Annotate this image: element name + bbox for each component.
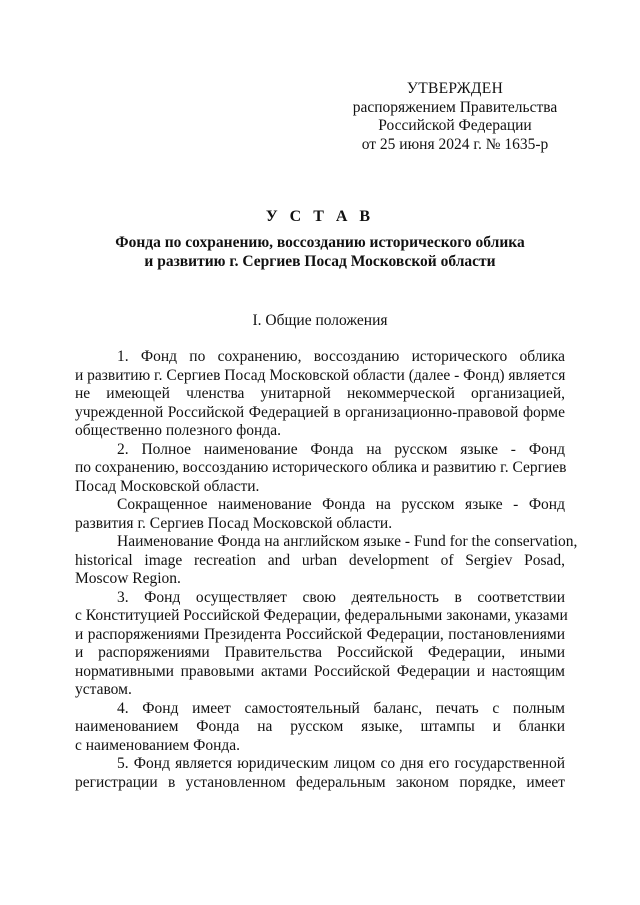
paragraph-line: уставом. bbox=[75, 681, 132, 698]
approval-line: от 25 июня 2024 г. № 1635-р bbox=[361, 135, 549, 153]
document-title: У С Т А В bbox=[265, 208, 375, 225]
paragraph-line: наименованием Фонда на русском языке, штампы и бланки bbox=[75, 718, 565, 735]
paragraph-line: по сохранению, воссозданию исторического облика и развитию г. Сергиев bbox=[75, 459, 567, 476]
paragraph-line: не имеющей членства унитарной некоммерческой организацией, bbox=[75, 385, 565, 402]
paragraph-line: с наименованием Фонда. bbox=[75, 736, 241, 754]
paragraph bbox=[75, 496, 565, 533]
document-body bbox=[75, 348, 578, 792]
paragraph-line: 1. Фонд по сохранению, воссозданию исторического облика bbox=[117, 348, 565, 365]
subtitle-line: Фонда по сохранению, воссозданию исторического облика bbox=[115, 234, 525, 251]
approval-line: распоряжением Правительства bbox=[352, 98, 558, 116]
paragraph bbox=[75, 348, 565, 441]
paragraph-line: 2. Полное наименование Фонда на русском языке - Фонд bbox=[117, 440, 565, 458]
paragraph-line: Moscow Region. bbox=[75, 570, 181, 587]
document-subtitle bbox=[90, 234, 550, 271]
paragraph-line: учрежденной Российской Федерацией в организационно-правовой форме bbox=[75, 403, 565, 421]
approval-title: УТВЕРЖДЕН bbox=[406, 80, 504, 97]
paragraph-line: регистрации в установленном федеральным законом порядке, имеет bbox=[75, 773, 565, 791]
paragraph-line: 5. Фонд является юридическим лицом со дня его государственной bbox=[117, 755, 565, 772]
approval-block bbox=[350, 80, 560, 154]
paragraph-line: Наименование Фонда на английском языке - Fund for the conservation, bbox=[117, 533, 578, 550]
section-heading: I. Общие положения bbox=[252, 312, 388, 329]
paragraph bbox=[75, 588, 568, 700]
paragraph-line: и распоряжениями Правительства Российской Федерации, иными bbox=[75, 644, 565, 661]
paragraph-line: historical image recreation and urban development of Sergiev Posad, bbox=[75, 551, 565, 569]
paragraph-line: и развитию г. Сергиев Посад Московской области (далее - Фонд) является bbox=[75, 366, 566, 384]
paragraph-line: общественно полезного фонда. bbox=[75, 422, 281, 439]
paragraph-line: 4. Фонд имеет самостоятельный баланс, печать с полным bbox=[117, 699, 565, 717]
paragraph bbox=[75, 700, 565, 756]
paragraph bbox=[75, 755, 565, 792]
subtitle-line: и развитию г. Сергиев Посад Московской области bbox=[144, 252, 496, 270]
paragraph bbox=[75, 533, 578, 589]
paragraph-line: развития г. Сергиев Посад Московской области. bbox=[75, 514, 393, 532]
paragraph bbox=[75, 441, 565, 497]
paragraph-line: Посад Московской области. bbox=[75, 477, 260, 495]
approval-line: Российской Федерации bbox=[378, 117, 532, 134]
paragraph-line: с Конституцией Российской Федерации, федеральными законами, указами bbox=[75, 607, 568, 624]
paragraph-line: Сокращенное наименование Фонда на русском языке - Фонд bbox=[117, 496, 565, 513]
paragraph-line: 3. Фонд осуществляет свою деятельность в соответствии bbox=[117, 588, 565, 606]
paragraph-line: нормативными правовыми актами Российской Федерации и настоящим bbox=[75, 662, 565, 680]
paragraph-line: и распоряжениями Президента Российской Федерации, постановлениями bbox=[75, 625, 565, 643]
